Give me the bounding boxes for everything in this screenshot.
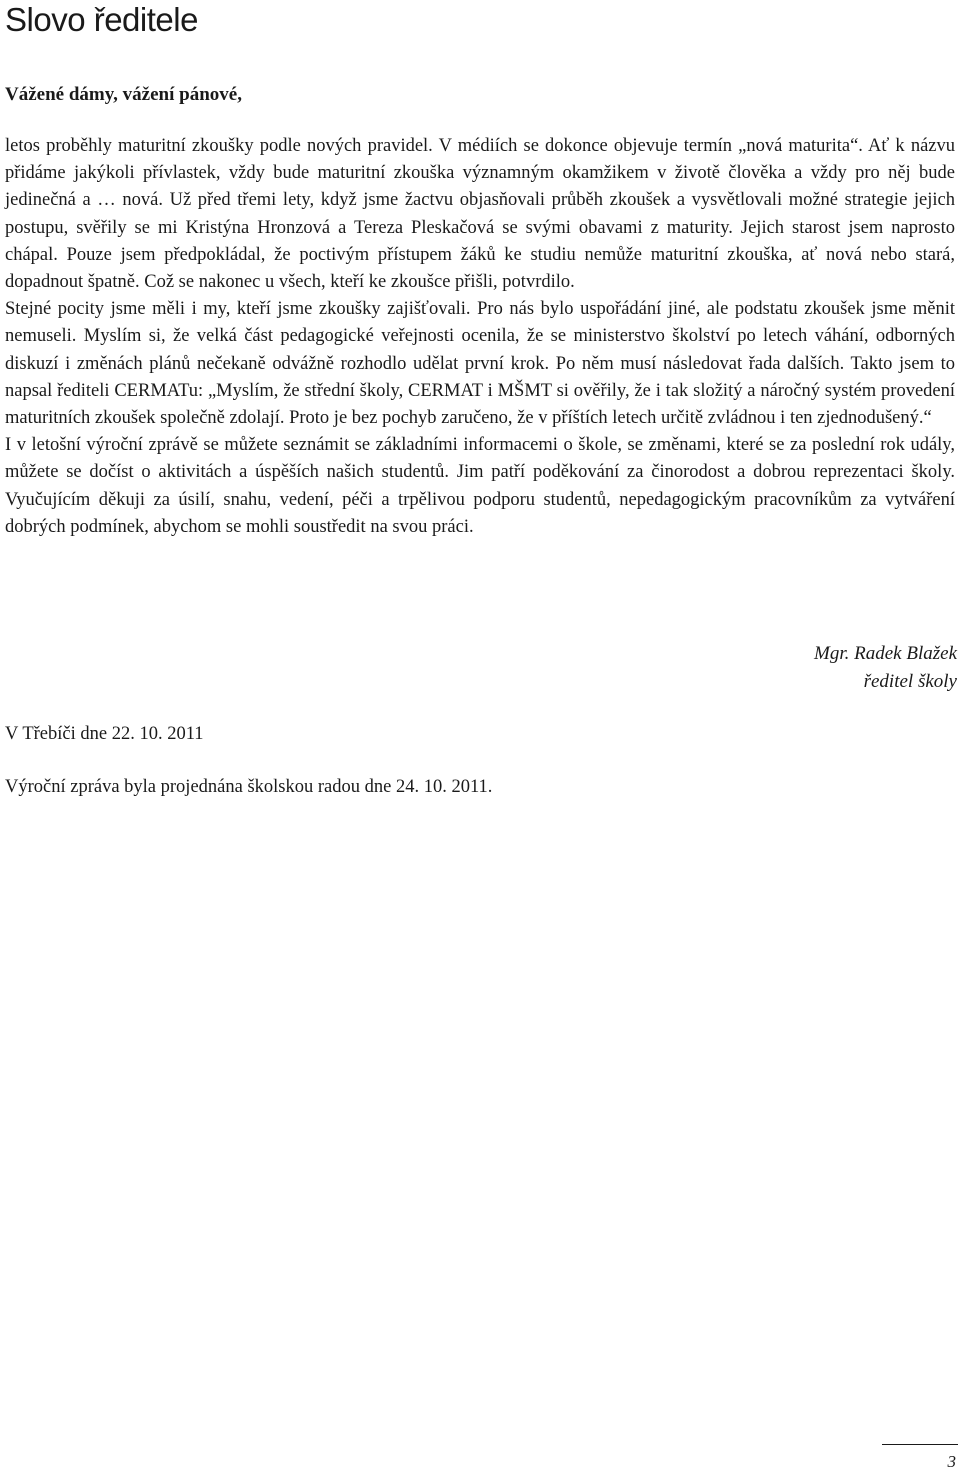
salutation: Vážené dámy, vážení pánové, [5,84,242,105]
place-date: V Třebíči dne 22. 10. 2011 [5,724,204,744]
signature-name: Mgr. Radek Blažek [814,643,957,664]
footer-divider [882,1444,958,1445]
letter-body [5,133,955,541]
page-number: 3 [947,1452,956,1471]
signature-role: ředitel školy [863,671,957,692]
page-title: Slovo ředitele [5,1,198,38]
paragraph: letos proběhly maturitní zkoušky podle nových pravidel. V médiích se dokonce objevuje termín „nová maturita“. Ať k názvu přidáme jakýkoli přívlastek, vždy bude maturitní zkouška významným okamžikem v životě člověka a vždy pro něj bude jedinečná a … nová. Už před třemi lety, když jsme žactvu objasňovali průběh zkoušek a vysvětlovali možné strategie jejich postupu, svěřily se mi Kristýna Hronzová a Tereza Pleskačová se svými obavami z maturity. Jejich starost jsem naprosto chápal. Pouze jsem předpokládal, že poctivým přístupem žáků ke studiu nemůže maturitní zkouška, ať nová nebo stará, dopadnout špatně. Což se nakonec u všech, kteří ke zkoušce přišli, potvrdilo. [5,136,955,293]
paragraph: I v letošní výroční zprávě se můžete seznámit se základními informacemi o škole, se změnami, které se za poslední rok udály, můžete se dočíst o aktivitách a úspěších našich studentů. Jim patří poděkování za činorodost a dobrou reprezentaci školy. Vyučujícím děkuji za úsilí, snahu, vedení, péči a trpělivou podporu studentů, nepedagogickým pracovníkům za vytváření dobrých podmínek, abychom se mohli soustředit na svou práci. [5,435,955,537]
paragraph: Stejné pocity jsme měli i my, kteří jsme zkoušky zajišťovali. Pro nás bylo uspořádání jiné, ale podstatu zkoušek jsme měnit nemuseli. Myslím si, že velká část pedagogické veřejnosti ocenila, že se ministerstvo školství po letech váhání, odborných diskuzí i změnách plánů nečekaně odvážně rozhodlo udělat první krok. Po něm musí následovat řada dalších. Takto jsem to napsal řediteli CERMATu: „Myslím, že střední školy, CERMAT i MŠMT si ověřily, že i tak složitý a náročný systém provedení maturitních zkoušek společně zdolají. Proto je bez pochyb zaručeno, že v příštích letech určitě zvládnou i ten zjednodušený.“ [5,299,955,429]
approval-note: Výroční zpráva byla projednána školskou radou dne 24. 10. 2011. [5,777,493,797]
signature-block [814,640,957,696]
